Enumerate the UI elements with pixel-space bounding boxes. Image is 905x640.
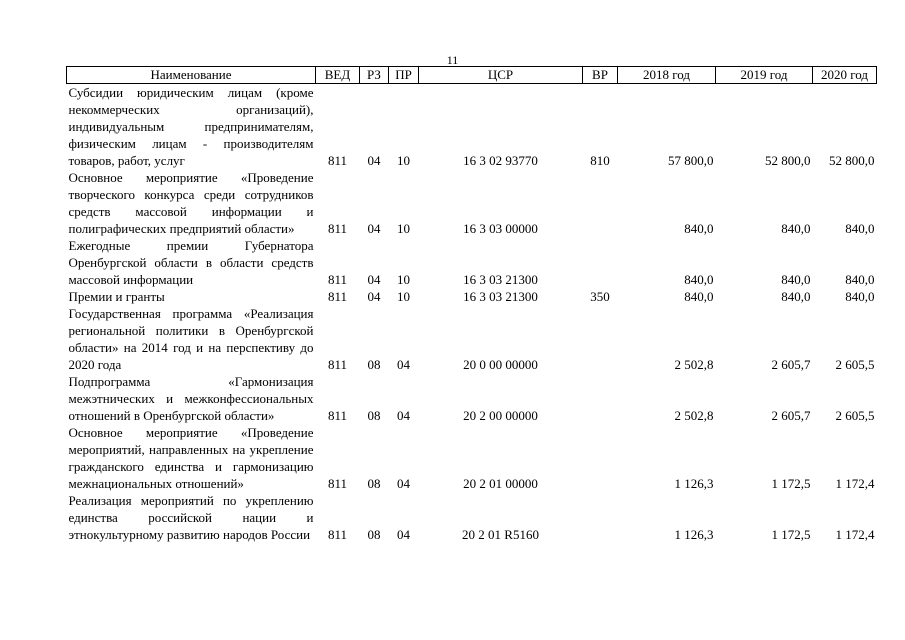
row-ved: 811: [327, 153, 348, 168]
row-name: Премии и гранты: [68, 289, 165, 304]
row-2019: 2 605,7: [771, 408, 811, 423]
header-pr: ПР: [389, 67, 419, 84]
row-pr: 10: [397, 272, 410, 287]
header-2019: 2019 год: [716, 67, 813, 84]
row-csr: 16 3 03 21300: [463, 289, 538, 304]
header-ved: ВЕД: [316, 67, 360, 84]
row-2019: 840,0: [781, 221, 811, 236]
row-name: Основное мероприятие «Проведение мероприятий, направленных на укрепление гражданского единства и гармонизацию межнациональных отношений»: [68, 425, 314, 491]
header-name: Наименование: [67, 67, 316, 84]
table-row: [67, 84, 877, 170]
row-vr: [583, 424, 618, 492]
row-2018: 840,0: [684, 272, 714, 287]
row-2018: 1 126,3: [674, 527, 714, 542]
header-2020: 2020 год: [813, 67, 877, 84]
row-ved: 811: [327, 289, 348, 304]
table-row: [67, 305, 877, 373]
row-2020: 52 800,0: [829, 153, 875, 168]
row-2018: 2 502,8: [674, 357, 714, 372]
row-2020: 2 605,5: [835, 357, 875, 372]
row-2018: 840,0: [684, 289, 714, 304]
table-row: [67, 169, 877, 237]
table-header-row: [67, 67, 877, 84]
row-rz: 04: [367, 272, 381, 287]
row-vr: 350: [590, 289, 610, 304]
header-2018: 2018 год: [618, 67, 716, 84]
row-2018: 2 502,8: [674, 408, 714, 423]
row-vr: [583, 305, 618, 373]
row-ved: 811: [327, 221, 348, 236]
row-2020: 1 172,4: [835, 476, 875, 491]
table-row: [67, 373, 877, 424]
row-rz: 04: [367, 153, 381, 168]
row-2020: 2 605,5: [835, 408, 875, 423]
row-name: Реализация мероприятий по укреплению единства российской нации и этнокультурному развитию народов России: [68, 493, 314, 542]
row-2019: 1 172,5: [771, 476, 811, 491]
row-pr: 10: [397, 221, 410, 236]
row-csr: 16 3 02 93770: [463, 153, 538, 168]
row-csr: 16 3 03 00000: [463, 221, 538, 236]
row-name: Основное мероприятие «Проведение творческого конкурса среди сотрудников средств массовой информации и полиграфических предприятий области»: [68, 170, 314, 236]
row-2019: 1 172,5: [771, 527, 811, 542]
budget-table: [66, 66, 877, 543]
row-2020: 840,0: [845, 289, 875, 304]
row-csr: 20 2 01 00000: [463, 476, 538, 491]
row-2019: 840,0: [781, 272, 811, 287]
row-ved: 811: [327, 408, 348, 423]
row-pr: 04: [397, 476, 410, 491]
row-2019: 840,0: [781, 289, 811, 304]
row-name: Субсидии юридическим лицам (кроме некоммерческих организаций), индивидуальным предпринимателям, физическим лицам - производителям товаров, работ, услуг: [68, 85, 314, 168]
row-ved: 811: [327, 357, 348, 372]
header-vr: ВР: [583, 67, 618, 84]
row-name: Государственная программа «Реализация региональной политики в Оренбургской области» на 2014 год и на перспективу до 2020 года: [68, 306, 314, 372]
row-2020: 840,0: [845, 272, 875, 287]
row-rz: 08: [367, 357, 381, 372]
header-rz: РЗ: [360, 67, 389, 84]
page-number: 11: [446, 53, 459, 67]
row-name: Ежегодные премии Губернатора Оренбургской области в области средств массовой информации: [68, 238, 314, 287]
table-row: [67, 424, 877, 492]
row-csr: 20 2 01 R5160: [462, 527, 539, 542]
row-2019: 2 605,7: [771, 357, 811, 372]
row-vr: [583, 373, 618, 424]
row-vr: [583, 237, 618, 288]
row-csr: 20 2 00 00000: [463, 408, 538, 423]
row-rz: 08: [367, 527, 381, 542]
row-pr: 04: [397, 357, 410, 372]
row-2018: 1 126,3: [674, 476, 714, 491]
row-pr: 10: [397, 289, 410, 304]
table-row: [67, 492, 877, 543]
row-rz: 08: [367, 476, 381, 491]
header-csr: ЦСР: [419, 67, 583, 84]
table-row: [67, 237, 877, 288]
row-2020: 840,0: [845, 221, 875, 236]
row-2020: 1 172,4: [835, 527, 875, 542]
row-ved: 811: [327, 527, 348, 542]
row-name: Подпрограмма «Гармонизация межэтнических и межконфессиональных отношений в Оренбургской области»: [68, 374, 314, 423]
row-rz: 04: [367, 221, 381, 236]
row-vr: [583, 492, 618, 543]
row-pr: 04: [397, 527, 410, 542]
row-ved: 811: [327, 272, 348, 287]
row-rz: 04: [367, 289, 381, 304]
table-row: [67, 288, 877, 305]
row-ved: 811: [327, 476, 348, 491]
row-2018: 840,0: [684, 221, 714, 236]
row-2018: 57 800,0: [668, 153, 714, 168]
row-pr: 10: [397, 153, 410, 168]
row-vr: [583, 169, 618, 237]
row-csr: 20 0 00 00000: [463, 357, 538, 372]
row-pr: 04: [397, 408, 410, 423]
row-csr: 16 3 03 21300: [463, 272, 538, 287]
row-rz: 08: [367, 408, 381, 423]
row-2019: 52 800,0: [765, 153, 811, 168]
row-vr: 810: [590, 153, 610, 168]
